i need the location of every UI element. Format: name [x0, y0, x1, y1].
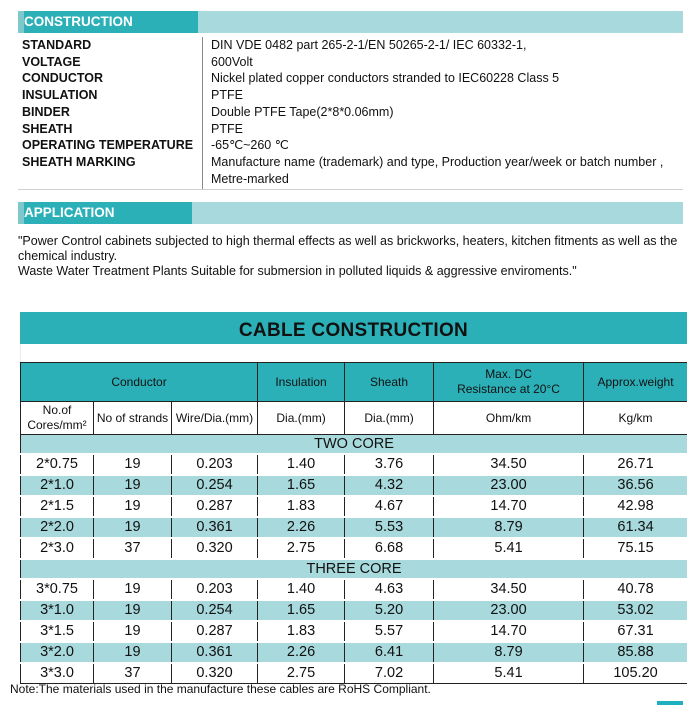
cell-sheath-dia: 5.20 [345, 600, 434, 621]
spec-value: DIN VDE 0482 part 265-2-1/EN 50265-2-1/ IEC 60332-1, [211, 38, 527, 52]
application-line-2: Waste Water Treatment Plants Suitable for submersion in polluted liquids & aggressive enviroments." [18, 264, 577, 278]
cell-resistance: 5.41 [434, 538, 584, 559]
cell-cores: 2*1.5 [21, 496, 94, 517]
cell-insulation-dia: 2.75 [258, 663, 345, 684]
cell-wire-dia: 0.203 [172, 454, 258, 475]
cell-resistance: 23.00 [434, 600, 584, 621]
spec-value: PTFE [211, 88, 243, 103]
group-header-row [21, 559, 687, 579]
cell-resistance: 14.70 [434, 496, 584, 517]
cell-resistance: 23.00 [434, 475, 584, 496]
spec-value: -65℃~260 ℃ [211, 138, 289, 153]
cell-insulation-dia: 1.83 [258, 621, 345, 642]
cell-resistance: 8.79 [434, 517, 584, 538]
subheader-cores-line-2: Cores/mm² [27, 418, 87, 432]
cell-sheath-dia: 6.41 [345, 642, 434, 663]
cell-resistance: 34.50 [434, 454, 584, 475]
cell-strands: 19 [94, 642, 172, 663]
spec-row [18, 154, 683, 190]
cell-sheath-dia: 4.32 [345, 475, 434, 496]
cell-wire-dia: 0.254 [172, 475, 258, 496]
cell-cores: 2*0.75 [21, 454, 94, 475]
corner-accent-bar [657, 701, 683, 705]
cell-insulation-dia: 2.75 [258, 538, 345, 559]
cell-strands: 19 [94, 517, 172, 538]
application-section-header [18, 202, 683, 224]
table-header-row [21, 363, 687, 402]
subheader-wire: Wire/Dia.(mm) [172, 402, 258, 435]
cell-weight: 61.34 [584, 517, 687, 538]
spec-key: SHEATH MARKING [18, 154, 203, 190]
cell-strands: 37 [94, 538, 172, 559]
table-row [21, 600, 687, 621]
cell-insulation-dia: 1.83 [258, 496, 345, 517]
cable-construction-title: CABLE CONSTRUCTION [20, 312, 687, 344]
cell-wire-dia: 0.361 [172, 642, 258, 663]
header-resistance-line-1: Max. DC [485, 367, 532, 381]
spec-row [18, 54, 683, 71]
application-line-1: "Power Control cabinets subjected to high thermal effects as well as brickworks, heaters, kitchen fitments as well as the chemical industry. [18, 234, 678, 263]
spec-row [18, 37, 683, 54]
application-heading: APPLICATION [18, 202, 192, 224]
cell-resistance: 34.50 [434, 579, 584, 600]
cell-weight: 105.20 [584, 663, 687, 684]
cell-wire-dia: 0.287 [172, 496, 258, 517]
header-sheath: Sheath [345, 363, 434, 402]
spec-value: 600Volt [211, 54, 253, 69]
subheader-cores-line-1: No.of [42, 403, 72, 417]
cell-cores: 2*1.0 [21, 475, 94, 496]
cell-strands: 19 [94, 496, 172, 517]
spec-value: PTFE [211, 121, 243, 136]
cell-resistance: 5.41 [434, 663, 584, 684]
cell-strands: 19 [94, 454, 172, 475]
group-header-row [21, 435, 687, 455]
cell-weight: 26.71 [584, 454, 687, 475]
cell-weight: 67.31 [584, 621, 687, 642]
spec-value: Manufacture name (trademark) and type, Production year/week or batch number , Metre-marked [203, 154, 684, 190]
cell-wire-dia: 0.361 [172, 517, 258, 538]
group-label: THREE CORE [21, 559, 687, 579]
cell-wire-dia: 0.287 [172, 621, 258, 642]
spec-row [18, 137, 683, 154]
header-resistance-line-2: Resistance at 20°C [457, 382, 560, 396]
cell-weight: 75.15 [584, 538, 687, 559]
header-insulation: Insulation [258, 363, 345, 402]
cell-sheath-dia: 7.02 [345, 663, 434, 684]
subheader-insulation-unit: Dia.(mm) [258, 402, 345, 435]
construction-section-header [18, 11, 683, 33]
title-spacer [20, 344, 687, 362]
cell-strands: 19 [94, 475, 172, 496]
cell-insulation-dia: 2.26 [258, 642, 345, 663]
construction-spec-table [18, 37, 683, 190]
construction-heading: CONSTRUCTION [18, 11, 198, 33]
cell-insulation-dia: 1.40 [258, 579, 345, 600]
group-label: TWO CORE [21, 435, 687, 455]
cell-sheath-dia: 3.76 [345, 454, 434, 475]
cell-wire-dia: 0.254 [172, 600, 258, 621]
subheader-weight-unit: Kg/km [584, 402, 687, 435]
table-row [21, 454, 687, 475]
spec-key: SHEATH [18, 121, 203, 138]
header-conductor: Conductor [21, 363, 258, 402]
cell-strands: 19 [94, 579, 172, 600]
cell-cores: 2*2.0 [21, 517, 94, 538]
cell-cores: 3*3.0 [21, 663, 94, 684]
table-row [21, 663, 687, 684]
cell-insulation-dia: 1.65 [258, 475, 345, 496]
subheader-resistance-unit: Ohm/km [434, 402, 584, 435]
spec-key: VOLTAGE [18, 54, 203, 71]
table-row [21, 496, 687, 517]
subheader-strands: No of strands [94, 402, 172, 435]
header-weight: Approx.weight [584, 363, 687, 402]
spec-value: Nickel plated copper conductors stranded to IEC60228 Class 5 [211, 71, 560, 86]
cell-resistance: 14.70 [434, 621, 584, 642]
spec-key: BINDER [18, 104, 203, 121]
cell-wire-dia: 0.320 [172, 663, 258, 684]
subheader-cores [21, 402, 94, 435]
subheader-sheath-unit: Dia.(mm) [345, 402, 434, 435]
cell-sheath-dia: 5.57 [345, 621, 434, 642]
cell-sheath-dia: 4.67 [345, 496, 434, 517]
cell-strands: 19 [94, 621, 172, 642]
cell-sheath-dia: 6.68 [345, 538, 434, 559]
cell-resistance: 8.79 [434, 642, 584, 663]
cell-cores: 3*0.75 [21, 579, 94, 600]
cell-insulation-dia: 1.40 [258, 454, 345, 475]
cell-weight: 53.02 [584, 600, 687, 621]
cell-insulation-dia: 2.26 [258, 517, 345, 538]
cell-wire-dia: 0.320 [172, 538, 258, 559]
table-row [21, 579, 687, 600]
spec-row [18, 121, 683, 138]
table-row [21, 475, 687, 496]
cell-cores: 3*1.5 [21, 621, 94, 642]
cell-weight: 42.98 [584, 496, 687, 517]
table-row [21, 538, 687, 559]
header-resistance [434, 363, 584, 402]
cell-cores: 2*3.0 [21, 538, 94, 559]
spec-row [18, 70, 683, 87]
table-row [21, 517, 687, 538]
cell-cores: 3*2.0 [21, 642, 94, 663]
cell-cores: 3*1.0 [21, 600, 94, 621]
table-row [21, 642, 687, 663]
spec-key: OPERATING TEMPERATURE [18, 137, 203, 154]
spec-key: CONDUCTOR [18, 70, 203, 87]
spec-key: STANDARD [18, 37, 203, 54]
cell-wire-dia: 0.203 [172, 579, 258, 600]
cell-strands: 37 [94, 663, 172, 684]
application-text [18, 234, 681, 279]
cell-weight: 36.56 [584, 475, 687, 496]
table-row [21, 621, 687, 642]
cell-weight: 85.88 [584, 642, 687, 663]
cable-construction-table [20, 362, 687, 684]
spec-key: INSULATION [18, 87, 203, 104]
spec-value: Double PTFE Tape(2*8*0.06mm) [211, 104, 394, 119]
spec-row [18, 104, 683, 121]
cell-weight: 40.78 [584, 579, 687, 600]
cell-sheath-dia: 4.63 [345, 579, 434, 600]
cell-insulation-dia: 1.65 [258, 600, 345, 621]
spec-row [18, 87, 683, 104]
cell-strands: 19 [94, 600, 172, 621]
table-subheader-row [21, 402, 687, 435]
rohs-note: Note:The materials used in the manufacture these cables are RoHS Compliant. [10, 682, 431, 696]
cell-sheath-dia: 5.53 [345, 517, 434, 538]
